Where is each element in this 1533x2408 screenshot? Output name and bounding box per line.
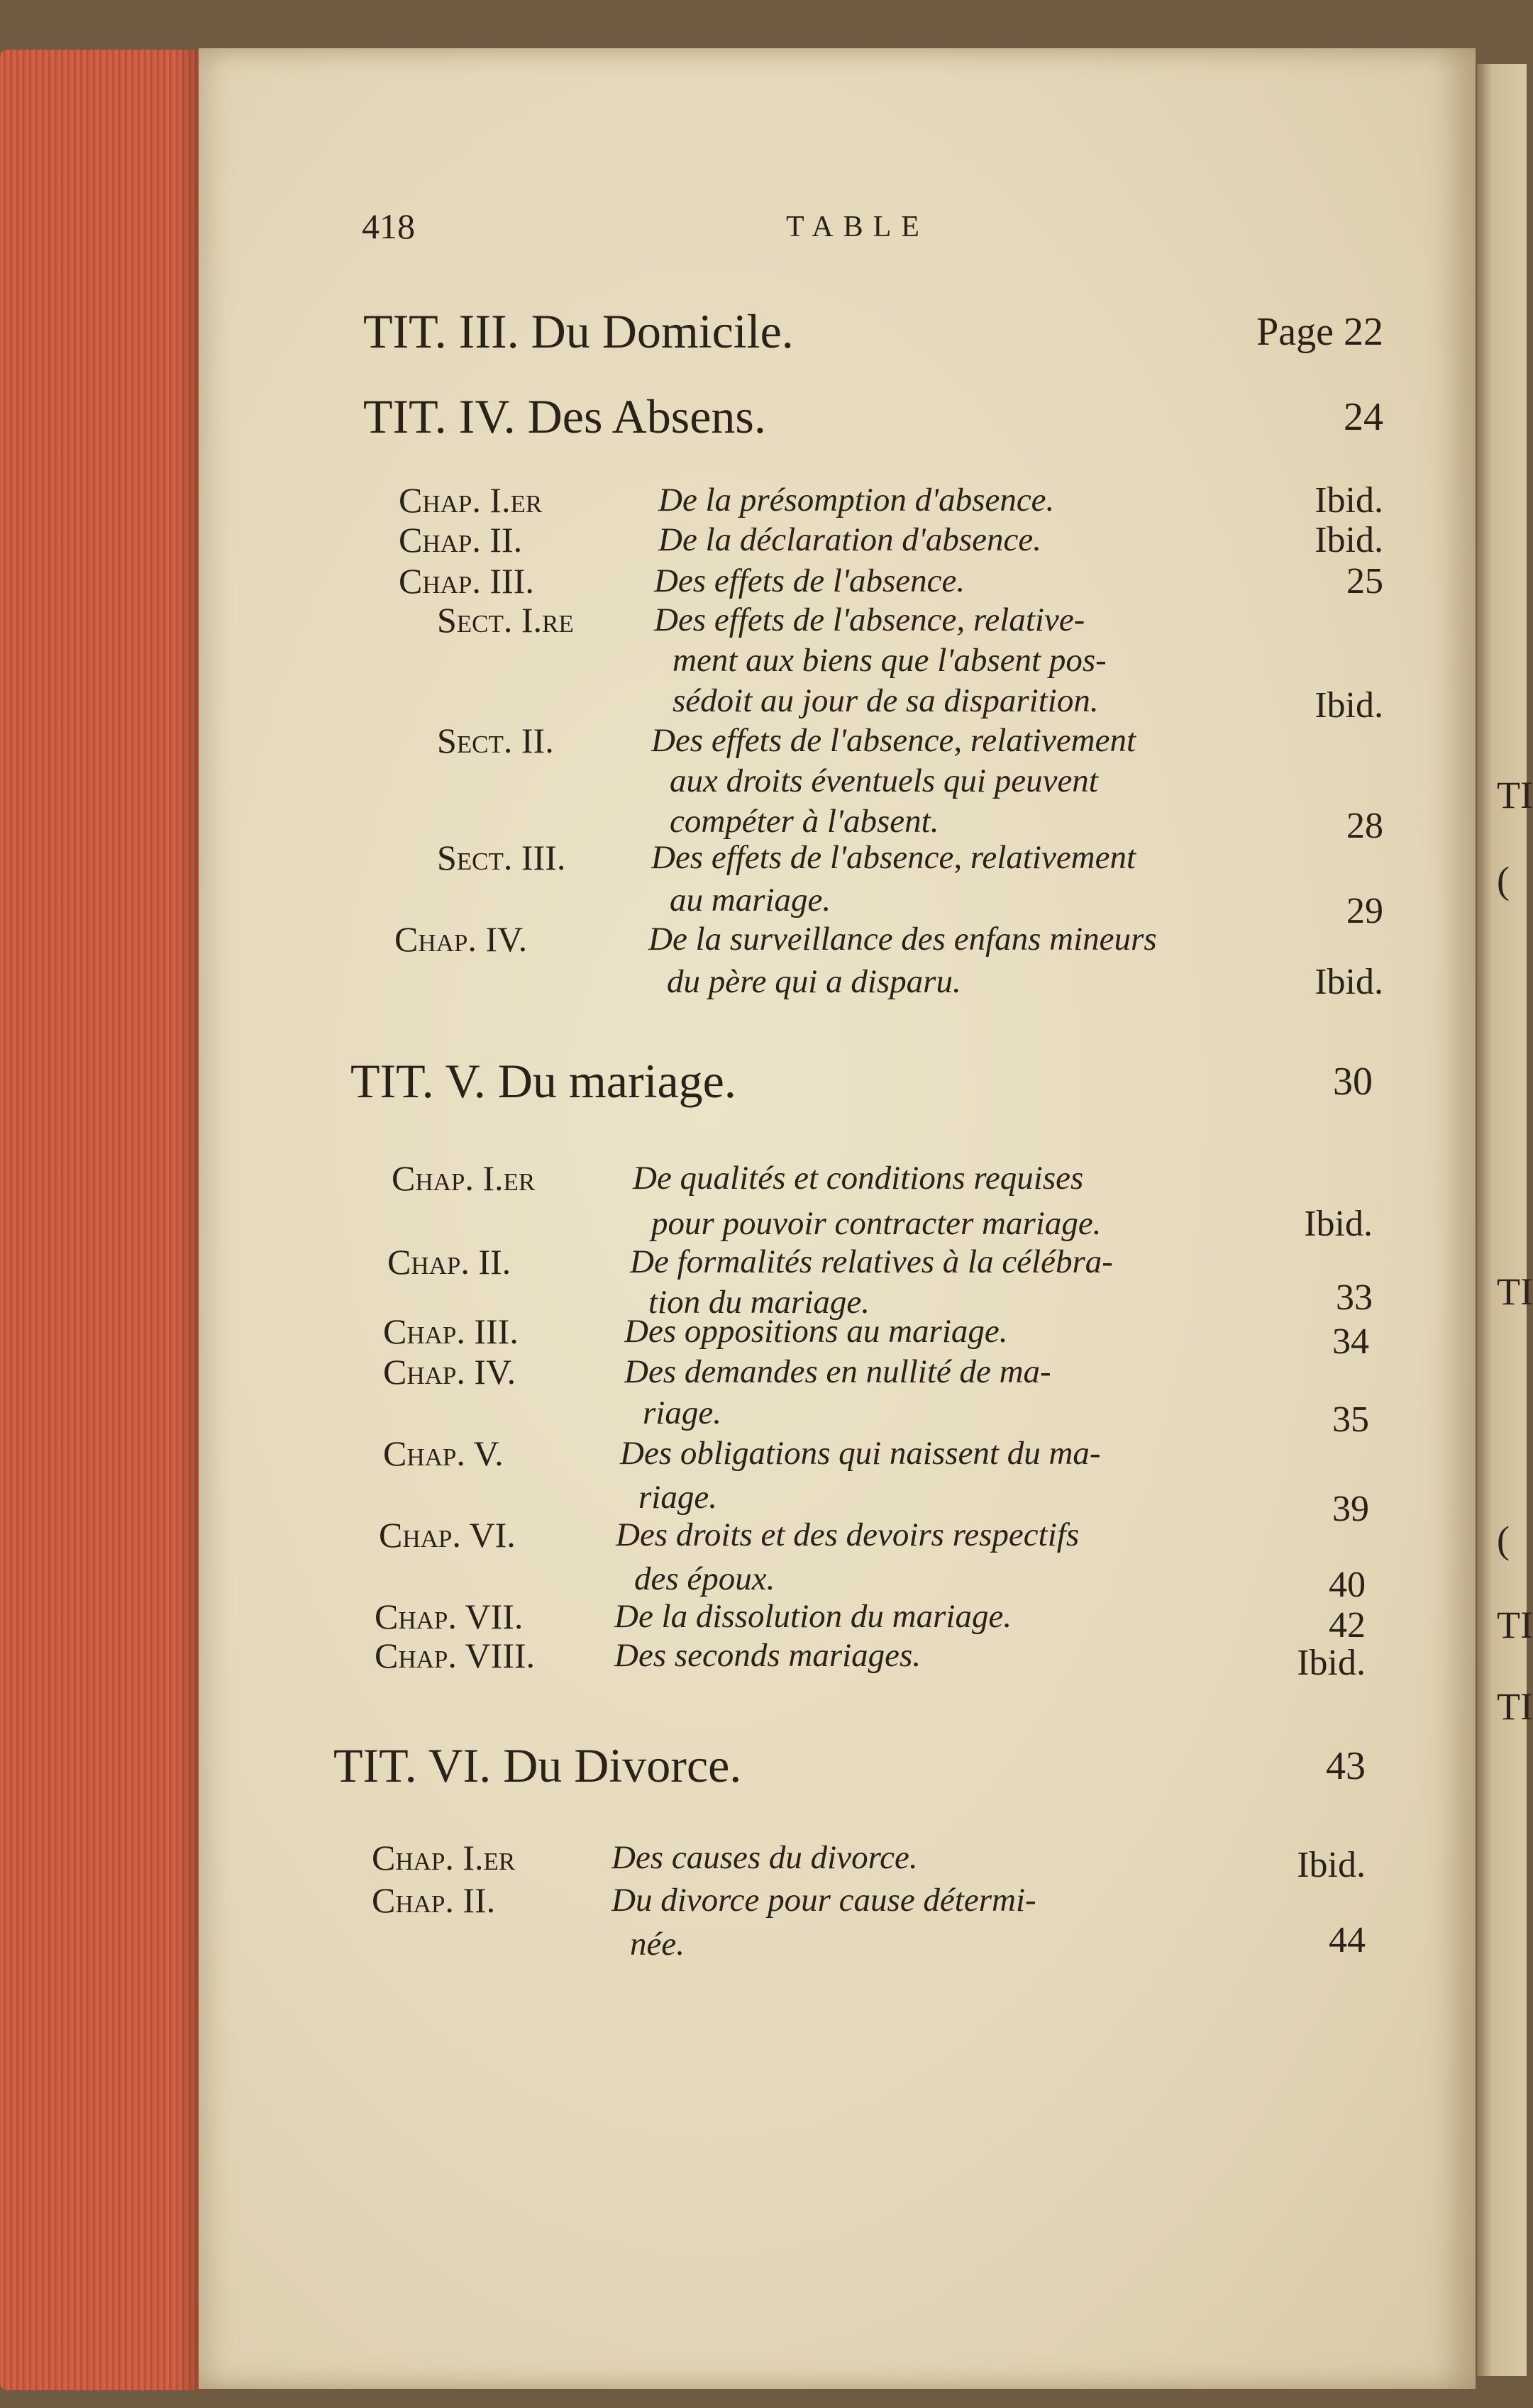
page-reference: Ibid.	[1315, 685, 1383, 726]
entry-description-line: tion du mariage.	[648, 1284, 870, 1321]
page-reference: Ibid.	[1315, 962, 1383, 1002]
page-header	[362, 206, 1369, 262]
facing-page-mark: (	[1497, 1519, 1510, 1561]
page-reference: 25	[1346, 561, 1383, 601]
entry-description-line: Du divorce pour cause détermi-	[611, 1882, 1036, 1919]
entry-description-line: De la dissolution du mariage.	[614, 1598, 1012, 1635]
entry-description-line: au mariage.	[670, 882, 831, 919]
facing-page-mark: (	[1497, 859, 1510, 901]
chapter-label: Chap. VII.	[375, 1597, 524, 1636]
entry-description-line: Des causes du divorce.	[611, 1839, 918, 1876]
page-reference: 42	[1329, 1605, 1366, 1646]
entry-description-line: riage.	[638, 1479, 717, 1516]
section-label: Sect. III.	[437, 838, 566, 877]
entry-description-line: De la déclaration d'absence.	[658, 521, 1041, 558]
entry-description-line: Des oppositions au mariage.	[624, 1313, 1008, 1350]
page-reference: 44	[1329, 1920, 1366, 1960]
chapter-label: Chap. VIII.	[375, 1636, 536, 1675]
page-reference: 33	[1336, 1277, 1373, 1318]
page-reference: Page 22	[1256, 310, 1383, 354]
entry-description-line: De la surveillance des enfans mineurs	[648, 921, 1157, 958]
entry-description-line: De la présomption d'absence.	[658, 482, 1055, 518]
entry-description-line: du père qui a disparu.	[667, 963, 961, 1000]
book-edge	[0, 50, 206, 2390]
chapter-label: Chap. II.	[387, 1242, 511, 1282]
chapter-label: Chap. I.er	[399, 480, 543, 520]
entry-description-line: Des droits et des devoirs respectifs	[616, 1516, 1080, 1553]
page-reference: 34	[1332, 1321, 1369, 1362]
entry-description-line: Des effets de l'absence, relativement	[651, 722, 1136, 759]
entry-description-line: Des demandes en nullité de ma-	[624, 1353, 1051, 1390]
entry-description-line: des époux.	[634, 1560, 775, 1597]
entry-description-line: De formalités relatives à la célébra-	[630, 1243, 1113, 1280]
entry-description-line: Des effets de l'absence, relativement	[651, 839, 1136, 876]
entry-description-line: aux droits éventuels qui peuvent	[670, 762, 1098, 799]
chapter-label: Chap. II.	[399, 520, 523, 560]
page-reference: 30	[1333, 1060, 1373, 1104]
running-title: TABLE	[786, 211, 929, 243]
page-reference: 40	[1329, 1565, 1366, 1605]
page-reference: Ibid.	[1297, 1643, 1366, 1683]
facing-page-mark: TI	[1497, 1685, 1533, 1728]
entry-description-line: ment aux biens que l'absent pos-	[673, 642, 1107, 679]
page-reference: Ibid.	[1297, 1845, 1366, 1885]
title-heading: TIT. VI. Du Divorce.	[333, 1738, 742, 1792]
chapter-label: Chap. IV.	[394, 919, 528, 959]
page-reference: 43	[1326, 1744, 1366, 1788]
entry-description-line: née.	[630, 1926, 685, 1963]
entry-description-line: Des seconds mariages.	[614, 1637, 922, 1674]
page-reference: 29	[1346, 891, 1383, 931]
entry-description-line: compéter à l'absent.	[670, 803, 939, 840]
chapter-label: Chap. VI.	[379, 1515, 516, 1555]
page-reference: Ibid.	[1315, 520, 1383, 560]
entry-description-line: sédoit au jour de sa disparition.	[673, 682, 1099, 719]
section-label: Sect. II.	[437, 721, 554, 760]
entry-description-line: Des effets de l'absence, relative-	[654, 601, 1085, 638]
chapter-label: Chap. II.	[372, 1880, 496, 1920]
chapter-label: Chap. IV.	[383, 1352, 516, 1392]
title-heading: TIT. III. Du Domicile.	[363, 304, 794, 358]
facing-page-mark: TI	[1497, 774, 1533, 816]
chapter-label: Chap. I.er	[372, 1838, 516, 1877]
title-heading: TIT. V. Du mariage.	[350, 1054, 736, 1108]
entry-description-line: riage.	[643, 1394, 721, 1431]
entry-description-line: Des effets de l'absence.	[654, 562, 965, 599]
page-reference: Ibid.	[1315, 480, 1383, 521]
facing-page-mark: TI	[1497, 1270, 1533, 1313]
section-label: Sect. I.re	[437, 600, 574, 640]
facing-page-mark: TI	[1497, 1604, 1533, 1646]
page-reference: Ibid.	[1304, 1204, 1373, 1244]
entry-description-line: Des obligations qui naissent du ma-	[620, 1435, 1101, 1472]
page-reference: 39	[1332, 1489, 1369, 1529]
page-reference: 24	[1344, 395, 1383, 439]
page-reference: 28	[1346, 806, 1383, 846]
title-heading: TIT. IV. Des Absens.	[363, 389, 766, 443]
page-number: 418	[362, 206, 415, 246]
chapter-label: Chap. V.	[383, 1433, 504, 1473]
page-reference: 35	[1332, 1399, 1369, 1440]
facing-page	[1477, 64, 1527, 2376]
chapter-label: Chap. I.er	[392, 1158, 536, 1198]
entry-description-line: pour pouvoir contracter mariage.	[651, 1205, 1102, 1242]
chapter-label: Chap. III.	[383, 1311, 519, 1351]
entry-description-line: De qualités et conditions requises	[633, 1160, 1084, 1197]
chapter-label: Chap. III.	[399, 561, 534, 601]
